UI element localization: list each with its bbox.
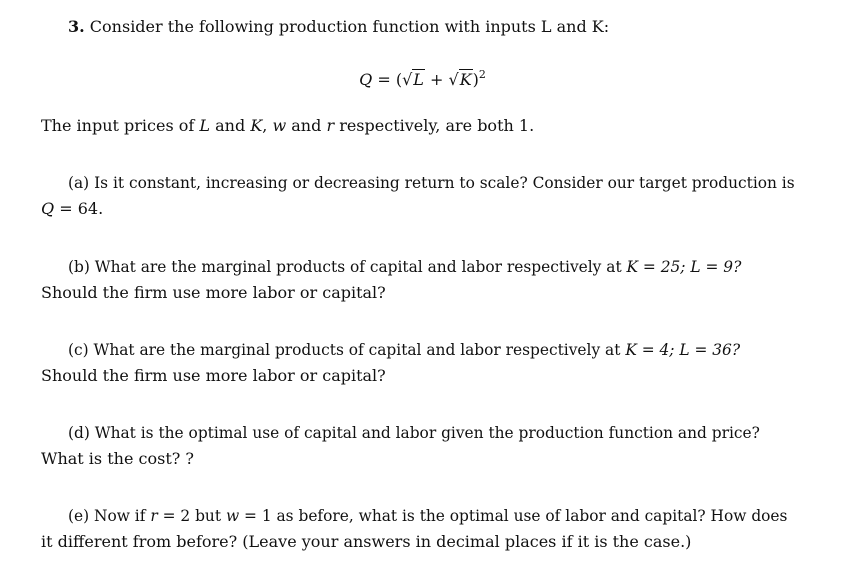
part-b-line2: Should the firm use more labor or capital?	[41, 283, 386, 302]
part-a-line2: Q = 64.	[41, 199, 104, 218]
question-heading	[68, 17, 609, 37]
part-d-line1: (d) What is the optimal use of capital and labor given the production function and price?	[68, 424, 760, 442]
part-b-line1: (b) What are the marginal products of capital and labor respectively at K = 25; L = 9?	[68, 258, 742, 276]
formula-lhs: Q	[359, 70, 373, 89]
formula-plus: +	[429, 70, 444, 89]
formula-equals: =	[377, 70, 391, 89]
sqrt-K: √K	[448, 70, 472, 89]
part-c-line1: (c) What are the marginal products of capital and labor respectively at K = 4; L = 36?	[68, 341, 741, 359]
production-function	[0, 64, 845, 91]
formula-close-paren: )	[472, 70, 479, 89]
formula-exponent: 2	[478, 68, 486, 81]
sqrt-L: √L	[402, 70, 424, 89]
part-d-line2: What is the cost? ?	[41, 449, 194, 468]
input-prices-line: The input prices of L and K, w and r respectively, are both 1.	[41, 116, 535, 135]
formula-open-paren: (	[395, 70, 403, 89]
question-number: 3.	[68, 17, 85, 36]
part-e-line2: it different from before? (Leave your answers in decimal places if it is the case.)	[41, 532, 692, 551]
part-e-line1: (e) Now if r = 2 but w = 1 as before, what is the optimal use of labor and capital? How does	[68, 507, 788, 525]
part-a-line1: (a) Is it constant, increasing or decreasing return to scale? Consider our target production is	[68, 174, 795, 192]
question-intro: Consider the following production function with inputs L and K:	[89, 17, 610, 36]
part-c-line2: Should the firm use more labor or capital?	[41, 366, 386, 385]
